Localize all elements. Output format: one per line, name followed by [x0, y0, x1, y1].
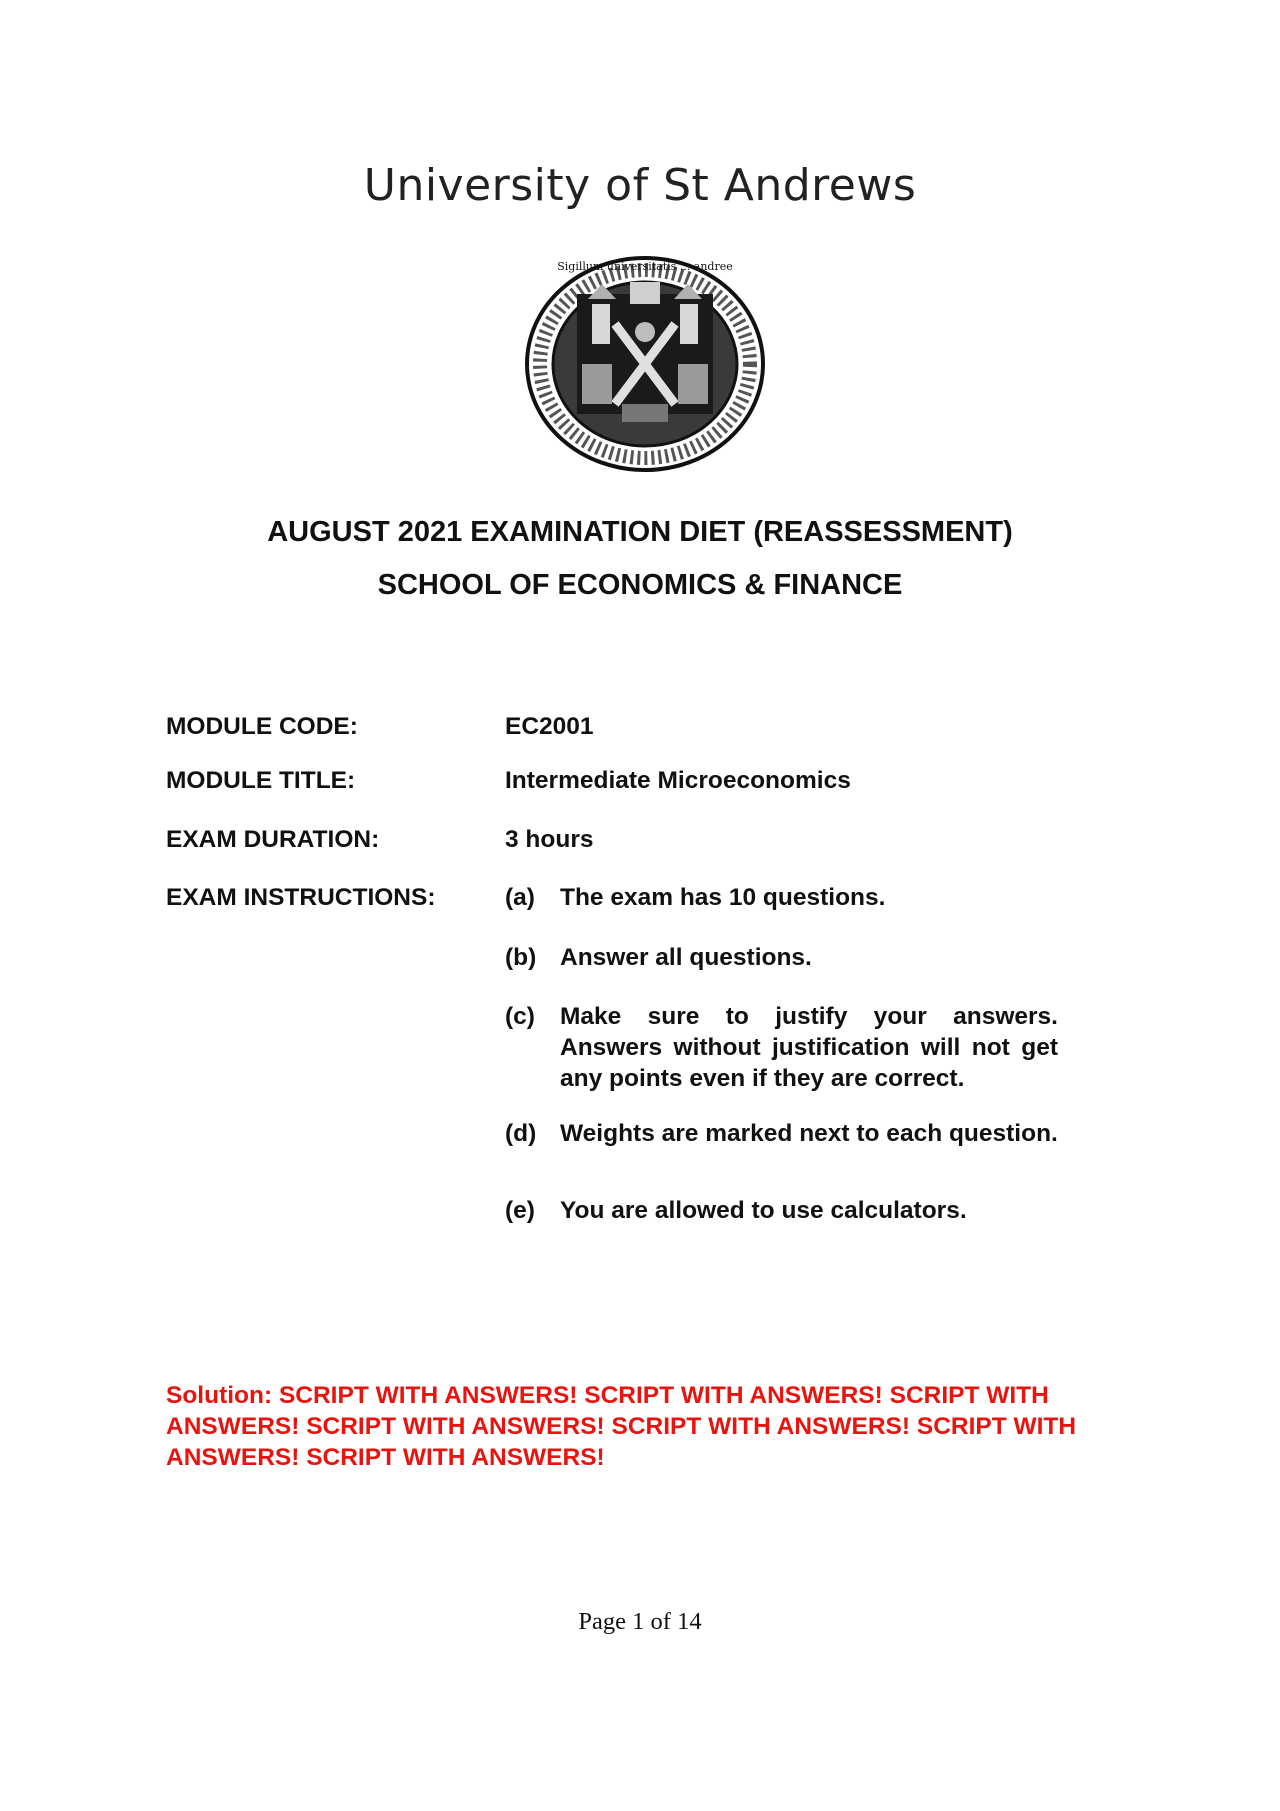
school-heading: SCHOOL OF ECONOMICS & FINANCE	[377, 569, 903, 601]
instruction-item	[505, 1195, 1058, 1226]
solution-watermark-note: Solution: SCRIPT WITH ANSWERS! SCRIPT WITH ANSWERS! SCRIPT WITH ANSWERS! SCRIPT WITH ANSWERS! SCRIPT WITH ANSWERS! SCRIPT WITH ANSWERS! SCRIPT WITH ANSWERS!	[166, 1382, 1077, 1471]
university-seal	[522, 254, 768, 474]
instruction-letter: (e)	[505, 1197, 535, 1224]
instruction-item	[505, 942, 1058, 973]
instruction-letter: (a)	[505, 884, 535, 911]
instruction-item	[505, 1001, 1058, 1094]
seal-inscription: Sigillum universitatis ... andree	[557, 260, 733, 273]
module-title-value: Intermediate Microeconomics	[505, 767, 851, 794]
instruction-letter: (d)	[505, 1120, 537, 1147]
instruction-text: Weights are marked next to each question.	[560, 1120, 1058, 1147]
page-number: Page 1 of 14	[578, 1608, 702, 1635]
instruction-letter: (b)	[505, 944, 537, 971]
exam-duration-label: EXAM DURATION:	[166, 826, 380, 853]
module-title-label: MODULE TITLE:	[166, 767, 356, 794]
exam-diet-heading: AUGUST 2021 EXAMINATION DIET (REASSESSMENT)	[267, 516, 1013, 548]
instruction-text: You are allowed to use calculators.	[560, 1197, 967, 1224]
instruction-text: Make sure to justify your answers. Answers without justification will not get any points even if they are correct.	[560, 1003, 1058, 1092]
instruction-text: The exam has 10 questions.	[560, 884, 886, 911]
module-code-value: EC2001	[505, 713, 594, 740]
exam-instructions-label: EXAM INSTRUCTIONS:	[166, 884, 436, 911]
module-code-label: MODULE CODE:	[166, 713, 358, 740]
instruction-text: Answer all questions.	[560, 944, 812, 971]
instruction-item	[505, 882, 1058, 913]
instruction-item	[505, 1118, 1058, 1149]
instruction-letter: (c)	[505, 1003, 535, 1030]
exam-duration-value: 3 hours	[505, 826, 594, 853]
university-title: University of St Andrews	[363, 160, 917, 211]
